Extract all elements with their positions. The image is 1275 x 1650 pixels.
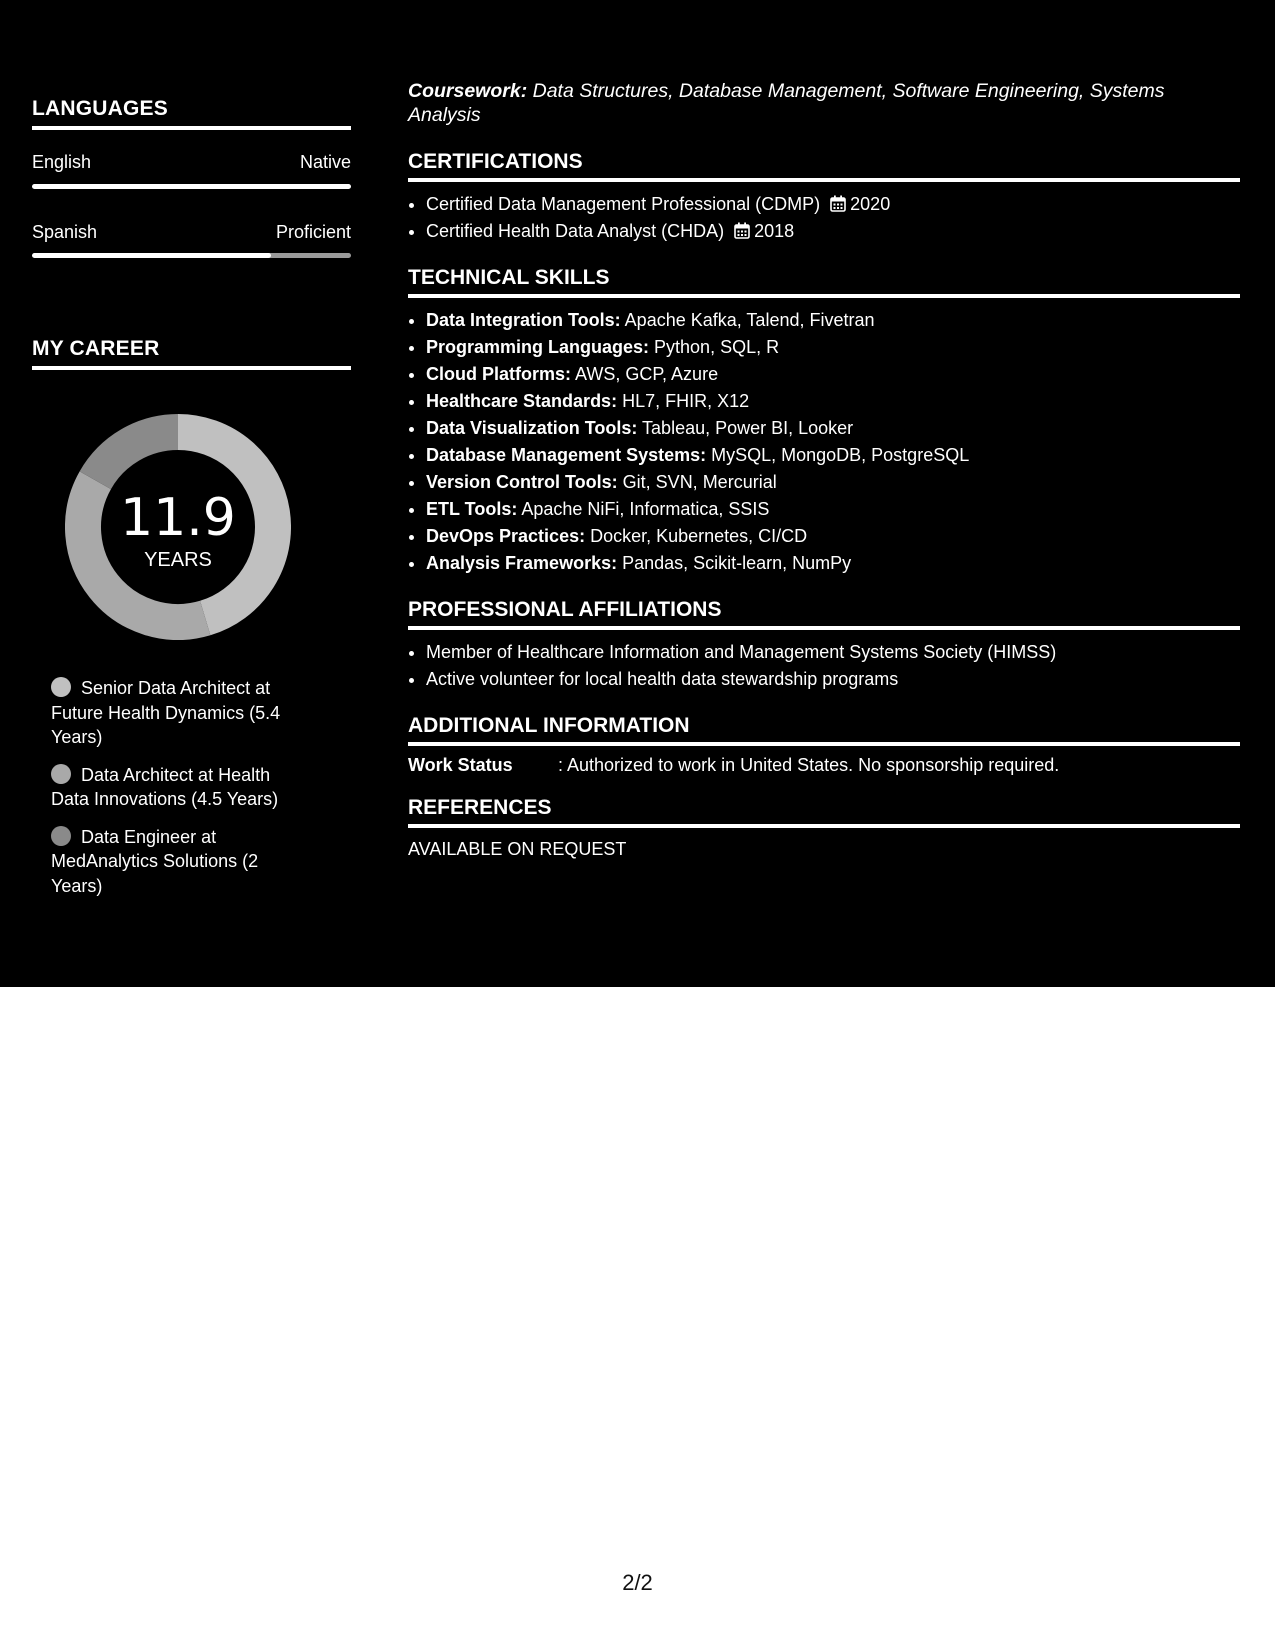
- certification-name: Certified Health Data Analyst (CHDA): [426, 221, 725, 241]
- career-item: [51, 676, 311, 750]
- affiliations-title: PROFESSIONAL AFFILIATIONS: [408, 597, 1240, 630]
- career-total-years: 11.9: [120, 488, 236, 548]
- additional-info-title: ADDITIONAL INFORMATION: [408, 713, 1240, 746]
- career-item-label: Data Architect at Health Data Innovations (4.5 Years): [51, 764, 279, 809]
- skill-item: [426, 442, 1240, 469]
- skill-value: Docker, Kubernetes, CI/CD: [585, 526, 808, 546]
- languages-title: LANGUAGES: [32, 96, 351, 130]
- skill-label: Healthcare Standards:: [426, 391, 618, 411]
- skill-item: [426, 469, 1240, 496]
- skill-value: Git, SVN, Mercurial: [617, 472, 777, 492]
- language-row-spanish: [32, 221, 351, 243]
- work-status-value: : Authorized to work in United States. No sponsorship required.: [558, 755, 1060, 775]
- references-text: AVAILABLE ON REQUEST: [408, 839, 627, 859]
- language-bar-fill: [32, 253, 271, 258]
- work-status-row: [408, 753, 1240, 777]
- career-total-unit: YEARS: [144, 549, 212, 571]
- coursework: [408, 79, 1240, 127]
- language-bar-fill: [32, 184, 351, 189]
- language-level: Native: [299, 152, 351, 172]
- skill-item: [426, 415, 1240, 442]
- technical-skills-title: TECHNICAL SKILLS: [408, 265, 1240, 298]
- language-bar-spanish: [32, 253, 351, 258]
- skill-label: Data Visualization Tools:: [426, 418, 638, 438]
- certification-item: [426, 191, 1240, 218]
- calendar-icon: [830, 195, 846, 212]
- language-bar-english: [32, 184, 351, 189]
- affiliations-list: [408, 639, 1240, 693]
- career-donut-chart: [65, 414, 291, 640]
- career-title: MY CAREER: [32, 336, 351, 370]
- career-item: [51, 763, 311, 812]
- skill-value: HL7, FHIR, X12: [617, 391, 750, 411]
- donut-segment-3: [95, 432, 178, 480]
- skill-value: Pandas, Scikit-learn, NumPy: [617, 553, 852, 573]
- affiliation-item: • Active volunteer for local health data stewardship programs: [426, 666, 1240, 693]
- skill-label: Data Integration Tools:: [426, 310, 621, 330]
- language-name: English: [32, 152, 92, 172]
- skill-value: Tableau, Power BI, Looker: [637, 418, 854, 438]
- skill-value: AWS, GCP, Azure: [571, 364, 719, 384]
- career-item-label: Data Engineer at MedAnalytics Solutions (2 Years): [51, 826, 259, 896]
- certification-name: Certified Data Management Professional (CDMP): [426, 194, 821, 214]
- references-title: REFERENCES: [408, 795, 1240, 828]
- career-item: [51, 825, 311, 899]
- skill-label: Cloud Platforms:: [426, 364, 572, 384]
- coursework-text: Data Structures, Database Management, Software Engineering, Systems Analysis: [408, 80, 1165, 126]
- skill-value: MySQL, MongoDB, PostgreSQL: [706, 445, 970, 465]
- language-row-english: [32, 151, 351, 173]
- legend-dot: [51, 764, 71, 784]
- skill-value: Apache NiFi, Informatica, SSIS: [517, 499, 770, 519]
- skill-label: Database Management Systems:: [426, 445, 707, 465]
- coursework-label: Coursework:: [408, 80, 528, 102]
- certification-year: 2018: [754, 221, 795, 241]
- certification-item: [426, 218, 1240, 245]
- certification-year: 2020: [850, 194, 891, 214]
- skill-label: Programming Languages:: [426, 337, 650, 357]
- affiliation-item: • Member of Healthcare Information and Management Systems Society (HIMSS): [426, 639, 1240, 666]
- skill-item: [426, 523, 1240, 550]
- language-name: Spanish: [32, 222, 98, 242]
- skill-item: [426, 496, 1240, 523]
- skill-item: [426, 361, 1240, 388]
- work-status-label: Work Status: [408, 755, 513, 775]
- certifications-list: [408, 191, 1240, 245]
- skill-item: [426, 388, 1240, 415]
- skill-item: [426, 307, 1240, 334]
- language-level: Proficient: [275, 222, 351, 242]
- certifications-title: CERTIFICATIONS: [408, 149, 1240, 182]
- skill-label: ETL Tools:: [426, 499, 518, 519]
- page-number: 2/2: [622, 1570, 653, 1595]
- calendar-icon: [734, 222, 750, 239]
- career-item-label: Senior Data Architect at Future Health Dynamics (5.4 Years): [51, 678, 281, 747]
- legend-dot: [51, 826, 71, 846]
- skill-label: Analysis Frameworks:: [426, 553, 618, 573]
- legend-dot: [51, 677, 71, 697]
- career-list: [51, 676, 311, 911]
- skill-item: [426, 334, 1240, 361]
- skill-value: Apache Kafka, Talend, Fivetran: [620, 310, 875, 330]
- technical-skills-list: [408, 307, 1240, 577]
- right-column: [408, 79, 1240, 861]
- skill-label: DevOps Practices:: [426, 526, 586, 546]
- skill-label: Version Control Tools:: [426, 472, 618, 492]
- skill-item: [426, 550, 1240, 577]
- skill-value: Python, SQL, R: [649, 337, 780, 357]
